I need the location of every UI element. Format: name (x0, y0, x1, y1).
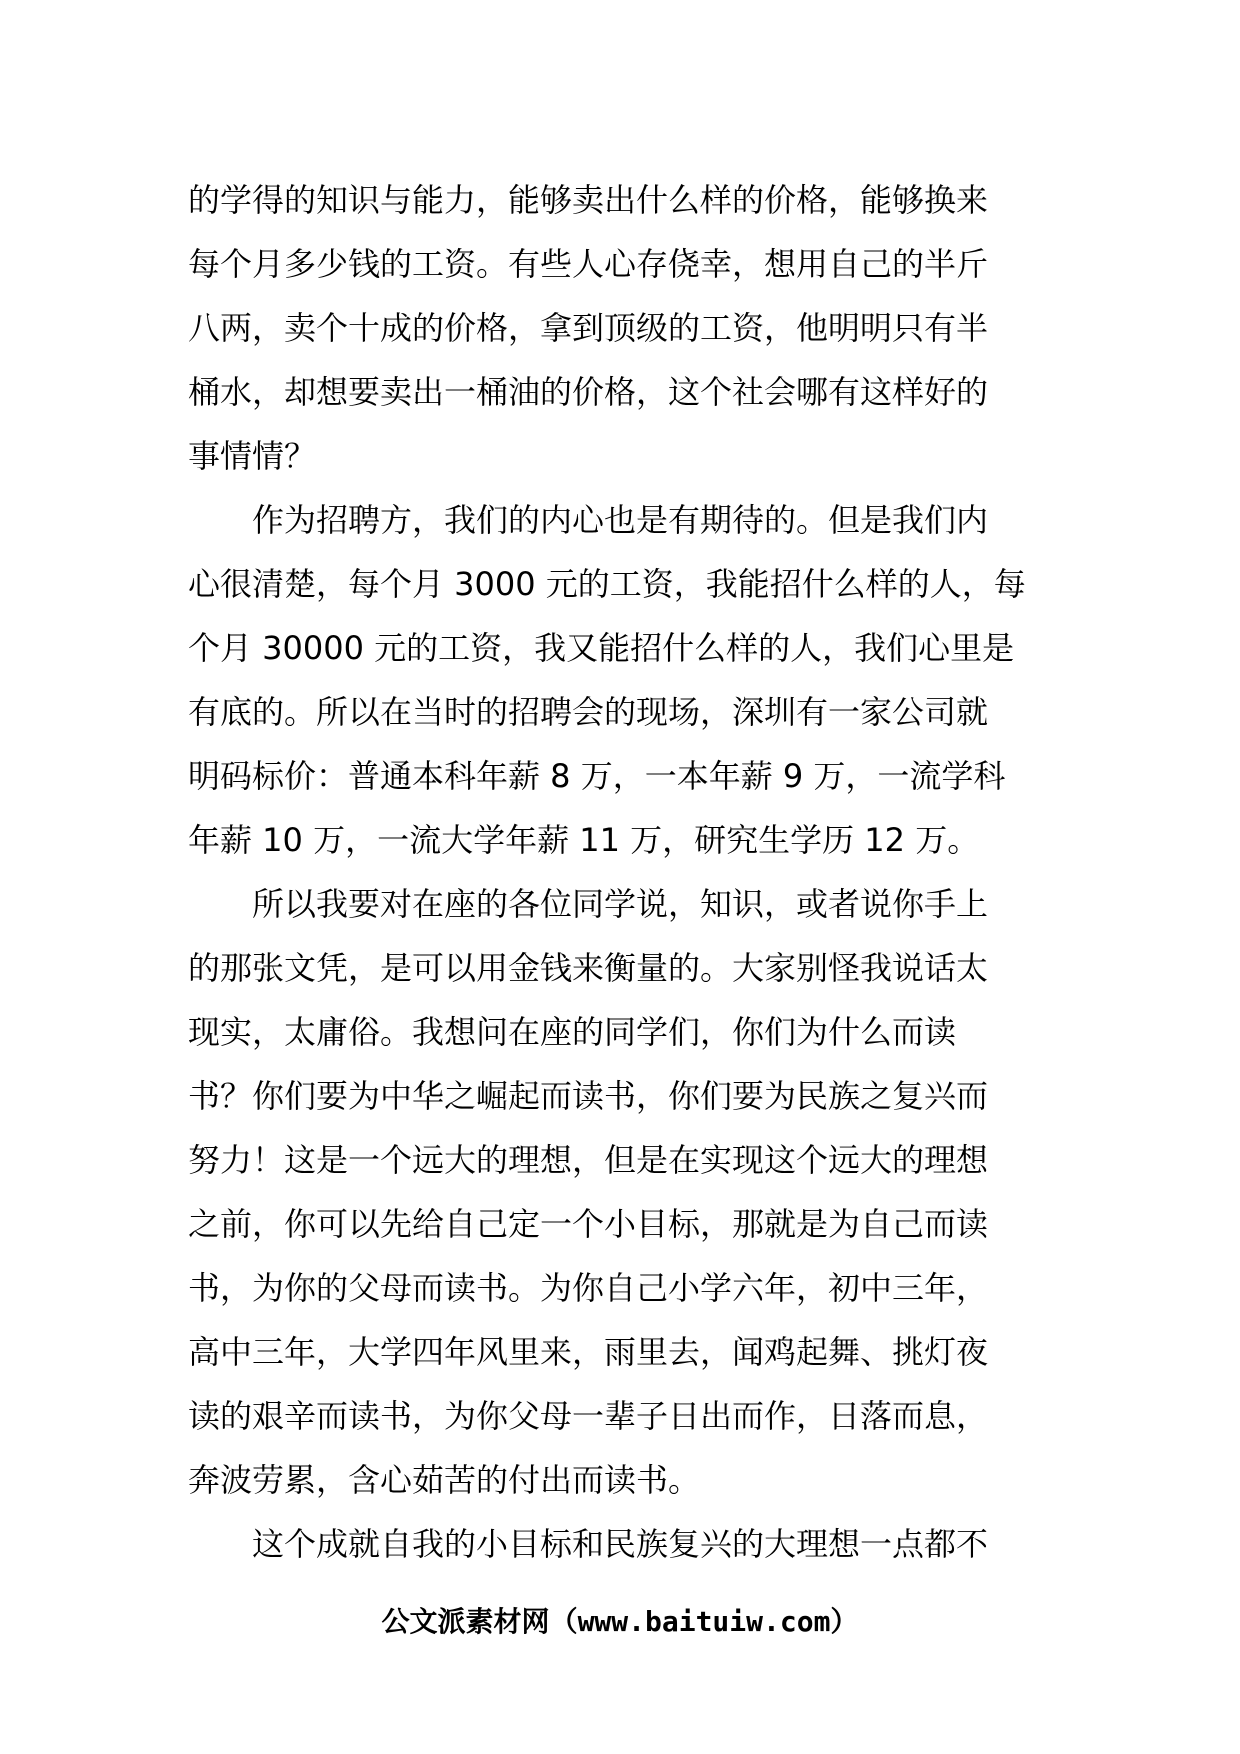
text-line: 桶水，却想要卖出一桶油的价格，这个社会哪有这样好的 (188, 373, 989, 411)
text-line: 奔波劳累，含心茹苦的付出而读书。 (188, 1461, 701, 1499)
text-line: 有底的。所以在当时的招聘会的现场，深圳有一家公司就 (188, 693, 989, 731)
body-text (188, 168, 1056, 1576)
text-line: 书，为你的父母而读书。为你自己小学六年，初中三年， (188, 1269, 989, 1307)
text-line: 年薪 10 万，一流大学年薪 11 万，研究生学历 12 万。 (188, 821, 980, 859)
text-line: 之前，你可以先给自己定一个小目标，那就是为自己而读 (188, 1205, 989, 1243)
text-line: 个月 30000 元的工资，我又能招什么样的人，我们心里是 (188, 629, 1015, 667)
text-line: 每个月多少钱的工资。有些人心存侥幸，想用自己的半斤 (188, 245, 989, 283)
text-line: 读的艰辛而读书，为你父母一辈子日出而作，日落而息， (188, 1397, 989, 1435)
paragraph-first-line: 所以我要对在座的各位同学说，知识，或者说你手上 (252, 885, 989, 923)
text-line: 高中三年，大学四年风里来，雨里去，闻鸡起舞、挑灯夜 (188, 1333, 989, 1371)
text-line: 现实，太庸俗。我想问在座的同学们，你们为什么而读 (188, 1013, 957, 1051)
text-line: 的那张文凭，是可以用金钱来衡量的。大家别怪我说话太 (188, 949, 989, 987)
paragraph-first-line: 这个成就自我的小目标和民族复兴的大理想一点都不 (252, 1525, 989, 1563)
text-line: 事情情？ (188, 437, 317, 475)
text-line: 心很清楚，每个月 3000 元的工资，我能招什么样的人，每 (188, 565, 1026, 603)
text-line: 书？你们要为中华之崛起而读书，你们要为民族之复兴而 (188, 1077, 989, 1115)
footer-site-name: 公文派素材网 (381, 1605, 550, 1638)
text-line: 努力！这是一个远大的理想，但是在实现这个远大的理想 (188, 1141, 989, 1179)
footer-url[interactable]: （www.baituiw.com） (549, 1605, 859, 1638)
text-line: 的学得的知识与能力，能够卖出什么样的价格，能够换来 (188, 181, 989, 219)
page-footer (0, 1602, 1240, 1642)
paragraph-first-line: 作为招聘方，我们的内心也是有期待的。但是我们内 (252, 501, 989, 539)
text-line: 明码标价：普通本科年薪 8 万，一本年薪 9 万，一流学科 (188, 757, 1006, 795)
text-line: 八两，卖个十成的价格，拿到顶级的工资，他明明只有半 (188, 309, 989, 347)
